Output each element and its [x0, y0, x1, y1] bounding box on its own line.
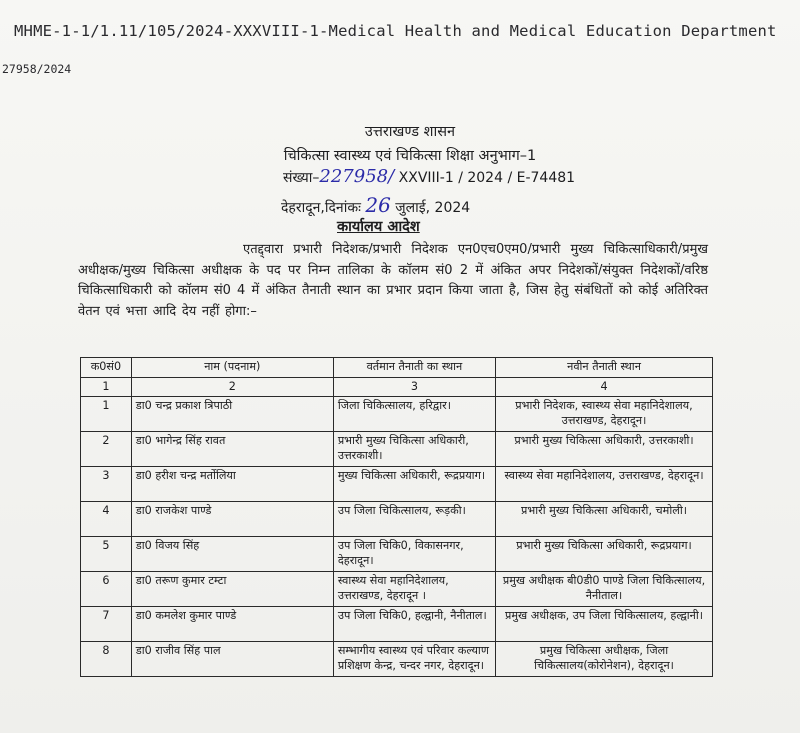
order-date-handwritten: 26: [365, 193, 391, 217]
header-name: नाम (पदनाम): [131, 358, 333, 378]
current-posting-cell: प्रभारी मुख्य चिकित्सा अधिकारी, उत्तरकाशी।: [333, 431, 495, 466]
new-posting-cell: स्वास्थ्य सेवा महानिदेशालय, उत्तराखण्ड, देहरादून।: [496, 466, 713, 501]
order-date-suffix: जुलाई, 2024: [390, 200, 471, 216]
header-new-posting: नवीन तैनाती स्थान: [496, 358, 713, 378]
name-cell: डा0 तरूण कुमार टम्टा: [131, 571, 333, 606]
table-row: [81, 466, 713, 501]
order-number-suffix: XXVIII-1 / 2024 / E-74481: [394, 170, 576, 186]
order-number-prefix: संख्या–: [283, 170, 320, 186]
new-posting-cell: प्रभारी मुख्य चिकित्सा अधिकारी, उत्तरकाशी।: [496, 431, 713, 466]
table-row: [81, 501, 713, 536]
serial-cell: 8: [81, 641, 132, 676]
diary-number: 27958/2024: [2, 62, 72, 76]
name-cell: डा0 हरीश चन्द्र मर्तोलिया: [131, 466, 333, 501]
order-title: कार्यालय आदेश: [337, 219, 420, 235]
new-posting-cell: प्रभारी निदेशक, स्वास्थ्य सेवा महानिदेशालय, उत्तराखण्ड, देहरादून।: [496, 396, 713, 431]
section-name: चिकित्सा स्वास्थ्य एवं चिकित्सा शिक्षा अनुभाग–1: [283, 148, 537, 164]
header-current-posting: वर्तमान तैनाती का स्थान: [333, 358, 495, 378]
name-cell: डा0 विजय सिंह: [131, 536, 333, 571]
current-posting-cell: उप जिला चिकि0, हल्द्वानी, नैनीताल।: [333, 606, 495, 641]
order-number-handwritten: 227958/: [319, 166, 395, 187]
column-number: 1: [81, 378, 132, 397]
column-number: 3: [333, 378, 495, 397]
file-reference: MHME-1-1/1.11/105/2024-XXXVIII-1-Medical Health and Medical Education Department: [14, 22, 777, 40]
name-cell: डा0 चन्द्र प्रकाश त्रिपाठी: [131, 396, 333, 431]
name-cell: डा0 राजीव सिंह पाल: [131, 641, 333, 676]
order-date: [281, 193, 470, 217]
table-row: [81, 431, 713, 466]
table-row: [81, 606, 713, 641]
table-row: [81, 396, 713, 431]
current-posting-cell: सम्भागीय स्वास्थ्य एवं परिवार कल्याण प्रशिक्षण केन्द्र, चन्दर नगर, देहरादून।: [333, 641, 495, 676]
letter-header: [210, 120, 610, 168]
serial-cell: 2: [81, 431, 132, 466]
current-posting-cell: उप जिला चिकित्सालय, रूड़की।: [333, 501, 495, 536]
posting-table: [80, 357, 713, 677]
government-name: उत्तराखण्ड शासन: [364, 124, 456, 140]
serial-cell: 3: [81, 466, 132, 501]
name-cell: डा0 राजकेश पाण्डे: [131, 501, 333, 536]
current-posting-cell: मुख्य चिकित्सा अधिकारी, रूद्रप्रयाग।: [333, 466, 495, 501]
serial-cell: 1: [81, 396, 132, 431]
new-posting-cell: प्रभारी मुख्य चिकित्सा अधिकारी, चमोली।: [496, 501, 713, 536]
current-posting-cell: उप जिला चिकि0, विकासनगर, देहरादून।: [333, 536, 495, 571]
table-row: [81, 641, 713, 676]
order-body-text: एतद्द्वारा प्रभारी निदेशक/प्रभारी निदेशक एन0एच0एम0/प्रभारी मुख्य चिकित्साधिकारी/प्रमुख अधीक्षक/मुख्य चिकित्सा अधीक्षक के पद पर निम्न तालिका के कॉलम सं0 2 में अंकित अपर निदेशकों/संयुक्त निदेशकों/वरिष्ठ चिकित्साधिकारी को कॉलम सं0 4 में अंकित तैनाती स्थान का प्रभार प्रदान किया जाता है, जिस हेतु संबंधितों को कोई अतिरिक्त वेतन एवं भत्ता आदि देय नहीं होगा:–: [78, 242, 708, 319]
current-posting-cell: स्वास्थ्य सेवा महानिदेशालय, उत्तराखण्ड, देहरादून ।: [333, 571, 495, 606]
new-posting-cell: प्रमुख अधीक्षक, उप जिला चिकित्सालय, हल्द्वानी।: [496, 606, 713, 641]
table-header-row: [81, 358, 713, 378]
serial-cell: 5: [81, 536, 132, 571]
column-number-row: [81, 378, 713, 397]
serial-cell: 4: [81, 501, 132, 536]
header-serial: क0सं0: [81, 358, 132, 378]
column-number: 4: [496, 378, 713, 397]
table-row: [81, 536, 713, 571]
serial-cell: 7: [81, 606, 132, 641]
name-cell: डा0 भागेन्द्र सिंह रावत: [131, 431, 333, 466]
table-row: [81, 571, 713, 606]
new-posting-cell: प्रमुख चिकित्सा अधीक्षक, जिला चिकित्सालय(कोरोनेशन), देहरादून।: [496, 641, 713, 676]
order-number: [283, 166, 575, 187]
order-date-prefix: देहरादून,दिनांकः: [281, 200, 366, 216]
name-cell: डा0 कमलेश कुमार पाण्डे: [131, 606, 333, 641]
serial-cell: 6: [81, 571, 132, 606]
current-posting-cell: जिला चिकित्सालय, हरिद्वार।: [333, 396, 495, 431]
column-number: 2: [131, 378, 333, 397]
new-posting-cell: प्रमुख अधीक्षक बी0डी0 पाण्डे जिला चिकित्सालय, नैनीताल।: [496, 571, 713, 606]
new-posting-cell: प्रभारी मुख्य चिकित्सा अधिकारी, रूद्रप्रयाग।: [496, 536, 713, 571]
